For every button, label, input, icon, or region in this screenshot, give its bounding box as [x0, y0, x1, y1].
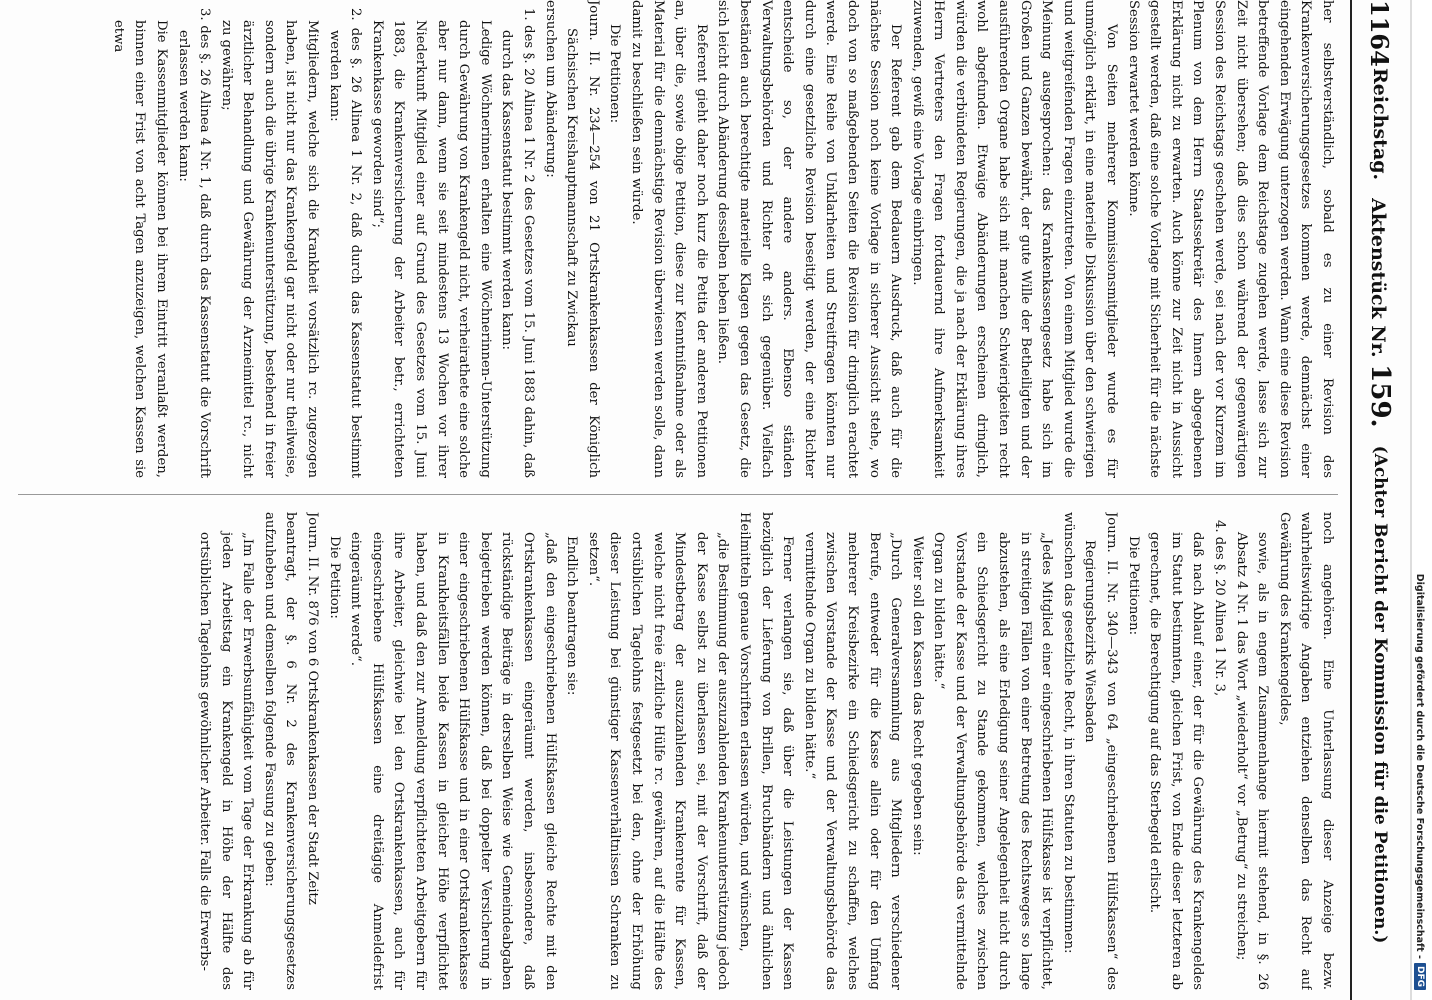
paragraph: Referent gieht daher noch kurz die Petita der anderen Petitionen an, über die, sowie obige Petition, diese zur Kenntnißnahme oder als Material für die demnächstige Revision überwiesen werden solle, dann damit zu beschließen sein würde. [629, 0, 709, 478]
footer-credit: Digitalisierung gefördert durch die Deutsche Forschungsgemeinschaft - [1414, 573, 1426, 959]
paragraph: Endlich beantragen sie: [564, 536, 580, 696]
left-column [18, 0, 1338, 478]
paragraph: Ledige Wöchnerinnen erhalten eine Wöchnerinnen-Unterstützung durch Gewährung von Krankengeld nicht, verheirathete eine solche aber nur dann, wenn sie seit mindestens 13 Wochen vor ihrer Niederkunft Mitglied einer auf Grund des Gesetzes vom 15. Juni 1883, die Krankenversicherung der Arbeiter betr., errichteten Krankenkasse geworden sind“; [369, 20, 493, 478]
paragraph: Journ. II. Nr. 340—343 von 64 „eingeschriebenen Hülfskassen“ des Regierungsbezirks Wiesbaden [1082, 512, 1120, 990]
paragraph: 1. des §. 20 Alinea 1 Nr. 2 des Gesetzes vom 15. Juni 1883 dahin, daß durch das Kassenstatut bestimmt werden kann: [499, 8, 537, 478]
paragraph: sowie, als in engem Zusammenhange hiermit stehend, in §. 26 Absatz 4 Nr. 1 das Wort „wiederholt“ vor „Betrug“ zu streichen; [1233, 532, 1271, 990]
paragraph: Die Kassenmitglieder können bei ihrem Eintritt veranlaßt werden, binnen einer Frist von acht Tagen anzuzeigen, welchen Kassen sie etwa [110, 20, 169, 478]
paragraph: „Jedes Mitglied einer eingeschriebenen Hülfskasse ist verpflichtet, in streitigen Fällen von einer Betretung des Rechtsweges so lange abzustehen, als eine Erledigung seiner Angelegenheit nicht durch ein Schiedsgericht zu Stande gekommen, welches zwischen Vorstande der Kasse und der Verwaltungsbehörde das vermittelnde Organ zu bilden hätte.“ [931, 532, 1055, 990]
paragraph: 3. des §. 26 Alinea 4 Nr. 1, daß durch das Kassenstatut die Vorschrift erlassen werden kann: [175, 8, 213, 478]
paragraph: Die Petitionen: [1125, 536, 1141, 636]
paragraph: wünschen das gesetzliche Recht, in ihren Statuten zu bestimmen: [1060, 512, 1076, 954]
paragraph: Ferner verlangen sie, daß über die Leistungen der Kassen bezüglich der Lieferung von Brillen, Bruchbändern und ähnlichen Heilmitteln genaue Vorschriften erlassen würden, und wünschen, [736, 512, 796, 990]
header-reichstag: Reichstag. [1369, 68, 1391, 181]
paragraph: „daß den eingeschriebenen Hülfskassen gleiche Rechte mit den Ortskrankenkassen eingeräumt werden, insbesondere, daß rückständige Beiträge in derselben Weise wie Gemeindeabgaben beigetrieben werden können, daß bei doppelter Versicherung in einer eingeschriebenen Hülfskasse und in einer Ortskrankenkasse in Krankheitsfällen beide Kassen in gleicher Höhe verpflichtet haben, und daß den zur Anmeldung verpflichteten Arbeitgebern für ihre Arbeiter, gleichwie bei den Ortskrankenkassen, auch für eingeschriebene Hülfskassen eine dreitägige Anmeldefrist eingeräumt werde“. [348, 532, 558, 990]
dfg-logo: DFG [1414, 963, 1426, 990]
page-header [1356, 0, 1404, 1000]
header-report-title: (Achter Bericht der Kommission für die Petitionen.) [1370, 445, 1390, 944]
paragraph: 2. des §. 26 Alinea 1 Nr. 2, daß durch das Kassenstatut bestimmt werden kann: [326, 8, 364, 478]
header-rule [1350, 0, 1352, 1000]
page-number: 1164 [1365, 0, 1395, 67]
digitization-footer [1412, 0, 1432, 1000]
paragraph: beantragt, der §. 6 Nr. 2 des Krankenversicherungsgesetzes aufzuheben und demselben folgende Fassung zu geben: [261, 512, 299, 990]
paragraph: Der Referent gab dem Bedauern Ausdruck, daß auch für die nächste Session noch keine Vorlage in sicherer Aussicht stehe, wo doch von so maßgebenden Seiten die Revision für dringlich erachtet werde. Eine Reihe von Unklarheiten und Streitfragen könnten nur durch eine gesetzliche Revision beseitigt werden, der eine Richter entscheide so, der andere anders. Ebenso ständen Verwaltungsbehörden und Richter oft sich gegenüber. Vielfach beständen auch berechtigte materielle Klagen gegen das Gesetz, die sich leicht durch Abänderung desselben heben ließen. [715, 0, 904, 478]
paragraph: ersuchen um Abänderung: [542, 0, 558, 178]
paragraph: her selbstverständlich, sobald es zu einer Revision des Krankenversicherungsgesetzes kommen werde, demnächst einer eingehenden Erwägung unterzogen werden. Wann eine diese Revision betreffende Vorlage dem Reichstage zugehen werde, lasse sich zur Zeit nicht übersehen; daß dies schon während der gegenwärtigen Session des Reichstags geschehen werde, sei nach der vor Kurzem im Plenum von dem Herrn Staatssekretär des Innern abgegebenen Erklärung nicht zu erwarten. Auch könne zur Zeit nicht in Aussicht gestellt werden, daß eine solche Vorlage mit Sicherheit für die nächste Session erwartet werden könne. [1125, 0, 1335, 478]
paragraph: Journ. II. Nr. 234—254 von 21 Ortskrankenkassen der Königlich Sächsischen Kreishauptmannschaft zu Zwickau [564, 0, 601, 478]
paragraph: Weiter soll den Kassen das Recht gegeben sein: [909, 536, 925, 856]
header-aktenstueck-number: 159. [1365, 364, 1395, 428]
paragraph: Journ. II. Nr. 876 von 6 Ortskrankenkassen der Stadt Zeitz [305, 512, 321, 905]
paragraph: Mitgliedern, welche sich die Krankheit vorsätzlich rc. zugezogen haben, ist nicht nur das Krankengeld gar nicht oder nur theilweise, sondern auch die übrige Krankenunterstützung, bestehend in freier ärztlicher Behandlung und Gewährung der Arzneimittel rc., nicht zu gewähren; [218, 20, 321, 478]
paragraph: „Im Falle der Erwerbsunfähigkeit vom Tage der Erkrankung ab für jeden Arbeitstag ein Krankengeld in Höhe der Hälfte des ortsüblichen Tagelohns gewöhnlicher Arbeiter. Falls die Erwerbs- [197, 532, 256, 990]
paragraph: daß nach Ablauf einer, der für die Gewährung des Krankengeldes im Statut bestimmten, gleichen Frist, von Ende dieser letzteren ab gerechnet, die Berechtigung auf das Sterbegeld erlischt. [1147, 532, 1206, 990]
paragraph: Von Seiten mehrerer Kommissionsmitglieder wurde es für unmöglich erklärt, in eine materielle Diskussion über den schwierigen und weitgreifenden Fragen einzutreten. Von einem Mitglied wurde die Meinung ausgesprochen: das Krankenkassengesetz habe sich im Großen und Ganzen bewährt, der gute Wille der Betheiligten und der ausführenden Organe habe sich mit manchen Schwierigkeiten recht wohl abgefunden. Etwaige Abänderungen erscheinen dringlich, würden die verbündeten Regierungen, die ja nach der Erklärung ihres Herrn Vertreters den Fragen fortdauernd ihre Aufmerksamkeit zuwenden, gewiß eine Vorlage einbringen. [909, 0, 1120, 478]
paragraph: „die Bestimmung der auszuzahlenden Krankenunterstützung jedoch der Kasse selbst zu überlassen sei, mit der Vorschrift, daß der Mindestbetrag der auszuzahlenden Krankenrente für Kassen, welche nicht freie ärztliche Hülfe rc. gewähren, auf die Hälfte des ortsüblichen Tagelohns festgesetzt bei den, ohne der Erhöhung dieser Leistung bei günstiger Kassenverhältnissen Schranken zu setzen“. [585, 532, 731, 990]
column-divider [18, 494, 1338, 495]
paragraph: Die Petitionen: [607, 24, 623, 124]
header-aktenstueck [1365, 198, 1395, 427]
header-aktenstueck-prefix: Aktenstück Nr. [1367, 198, 1389, 358]
paragraph: Die Petition: [326, 536, 342, 619]
paragraph: 4. des §. 20 Alinea 1 Nr. 3, [1212, 520, 1228, 697]
paragraph: noch angehören. Eine Unterlassung dieser Anzeige bezw. wahrheitswidrige Angaben entziehen denselben das Recht auf Gewährung des Krankengeldes, [1276, 512, 1335, 990]
right-column [18, 512, 1338, 990]
paragraph: „Durch Generalversammlung aus Mitgliedern verschiedener Berufe, entweder für die Kasse allein oder für den Umfang mehrerer Kreisbezirke ein Schiedsgericht zu schaffen, welches zwischen Vorstande der Kasse und der Verwaltungsbehörde das vermittelnde Organ zu bilden hätte.“ [801, 532, 904, 990]
